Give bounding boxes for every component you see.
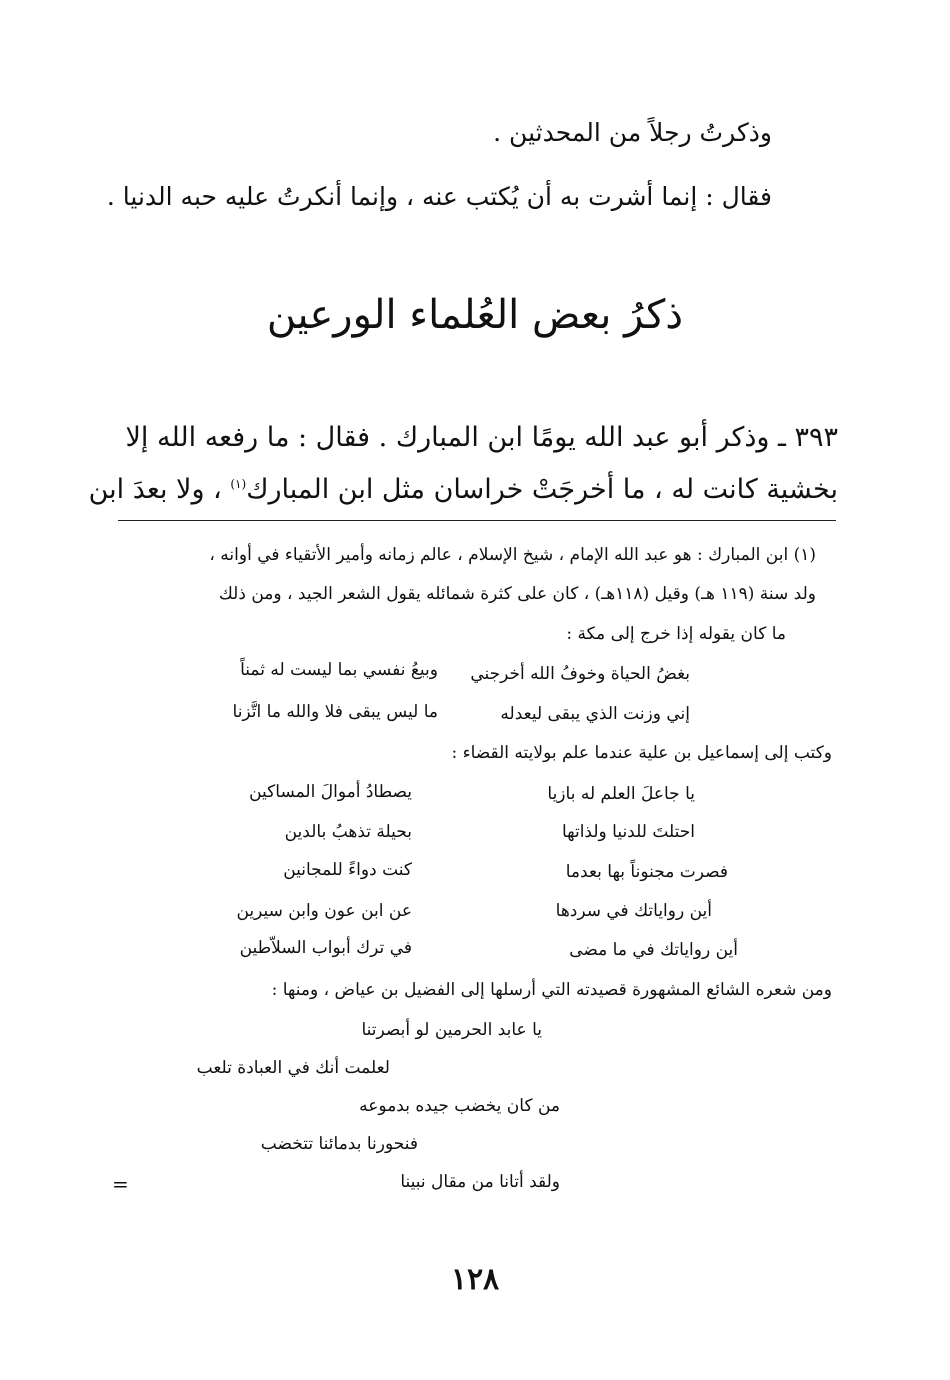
verse1-hemistich-left: ما ليس يبقى فلا والله ما اتَّزنا xyxy=(232,702,438,722)
verse2-hemistich-right: أين رواياتك في ما مضى xyxy=(569,940,738,960)
verse2-hemistich-left: عن ابن عون وابن سيرين xyxy=(236,901,412,921)
verse2-hemistich-left: في ترك أبواب السلاّطين xyxy=(239,938,412,958)
verse1-hemistich-right: إني وزنت الذي يبقى ليعدله xyxy=(500,704,690,724)
verse2-hemistich-right: احتلتَ للدنيا ولذاتها xyxy=(561,822,695,842)
verse2-hemistich-right: يا جاعلَ العلم له بازيا xyxy=(547,784,695,804)
footnote-reference: (١) xyxy=(230,477,247,491)
footnote-divider xyxy=(118,520,836,521)
verse3-line: من كان يخضب جيده بدموعه xyxy=(359,1096,560,1116)
verse2-hemistich-left: يصطادُ أموالَ المساكين xyxy=(249,782,412,802)
verse2-hemistich-right: أين رواياتك في سردها xyxy=(555,901,712,921)
verse1-hemistich-right: بغضُ الحياة وخوفُ الله أخرجني xyxy=(470,664,690,684)
footnote-line-1: (١) ابن المبارك : هو عبد الله الإمام ، شيخ الإسلام ، عالم زمانه وأمير الأتقياء في أوانه ، xyxy=(209,545,816,565)
verse1-hemistich-left: وبيعُ نفسي بما ليست له ثمناً xyxy=(240,660,438,680)
verse3-line: ولقد أتانا من مقال نبينا xyxy=(400,1172,560,1192)
paragraph-line-2-part-1: بخشية كانت له ، ما أخرجَتْ خراسان مثل ابن المبارك xyxy=(246,474,838,505)
footnote-ismail-line: وكتب إلى إسماعيل بن علية عندما علم بولايته القضاء : xyxy=(451,743,832,763)
paragraph-line-2 xyxy=(89,474,838,505)
verse2-hemistich-left: كنت دواءً للمجانين xyxy=(283,860,412,880)
paragraph-line-2-part-2: ، ولا بعدَ ابن xyxy=(88,474,231,505)
verse2-hemistich-left: بحيلة تذهبُ بالدين xyxy=(284,822,412,842)
intro-line-1: وذكرتُ رجلاً من المحدثين . xyxy=(493,118,772,147)
verse3-line: لعلمت أنك في العبادة تلعب xyxy=(196,1058,390,1078)
continuation-mark: = xyxy=(112,1172,129,1196)
page-number: ١٢٨ xyxy=(450,1262,500,1297)
footnote-line-3: ما كان يقوله إذا خرج إلى مكة : xyxy=(566,624,786,644)
section-heading: ذكرُ بعض العُلماء الورعين xyxy=(266,292,684,338)
intro-line-2: فقال : إنما أشرت به أن يُكتب عنه ، وإنما أنكرتُ عليه حبه الدنيا . xyxy=(106,182,772,211)
verse2-hemistich-right: فصرت مجنوناً بها بعدما xyxy=(565,862,728,882)
footnote-line-2: ولد سنة (١١٩ هـ) وقيل (١١٨هـ) ، كان على كثرة شمائله يقول الشعر الجيد ، ومن ذلك xyxy=(218,584,816,604)
paragraph-line-1: ٣٩٣ ـ وذكر أبو عبد الله يومًا ابن المبارك . فقال : ما رفعه الله إلا xyxy=(125,422,838,453)
footnote-fudayl-line: ومن شعره الشائع المشهورة قصيدته التي أرسلها إلى الفضيل بن عياض ، ومنها : xyxy=(271,980,832,1000)
verse3-line: فنحورنا بدمائنا تتخضب xyxy=(260,1134,418,1154)
verse3-line: يا عابد الحرمين لو أبصرتنا xyxy=(361,1020,542,1040)
